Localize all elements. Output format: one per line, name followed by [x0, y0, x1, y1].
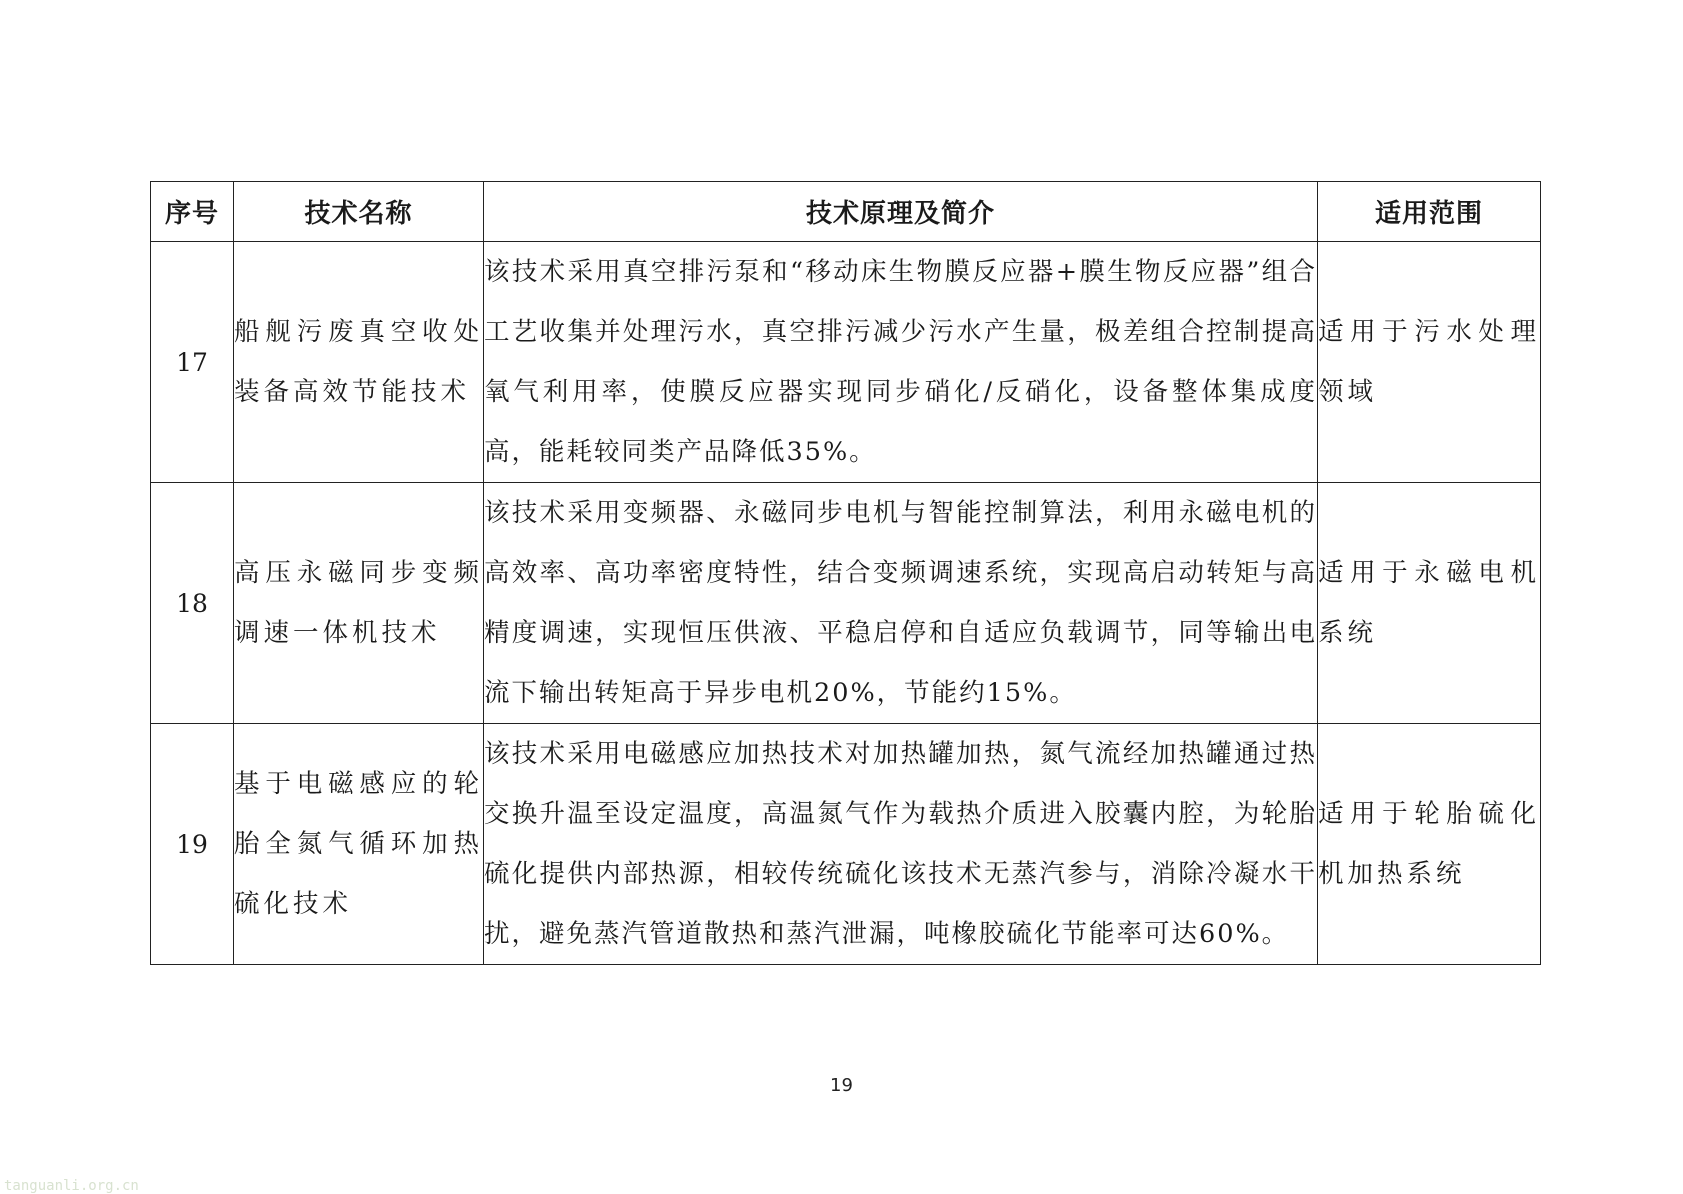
row-scope: 适用于污水处理领域	[1318, 242, 1541, 483]
row-tech-description: 该技术采用变频器、永磁同步电机与智能控制算法，利用永磁电机的高效率、高功率密度特性，结合变频调速系统，实现高启动转矩与高精度调速，实现恒压供液、平稳启停和自适应负载调节，同等输出电流下输出转矩高于异步电机20%，节能约15%。	[484, 483, 1318, 724]
technology-table	[150, 181, 1541, 965]
table-row	[151, 724, 1541, 965]
table-row	[151, 242, 1541, 483]
row-tech-name: 基于电磁感应的轮胎全氮气循环加热硫化技术	[234, 724, 484, 965]
page-number: 19	[830, 1075, 853, 1096]
header-scope: 适用范围	[1318, 182, 1541, 242]
header-serial: 序号	[151, 182, 234, 242]
row-tech-name: 高压永磁同步变频调速一体机技术	[234, 483, 484, 724]
table-header-row	[151, 182, 1541, 242]
watermark-text: tanguanli.org.cn	[4, 1178, 139, 1194]
row-scope: 适用于永磁电机系统	[1318, 483, 1541, 724]
row-tech-name: 船舰污废真空收处装备高效节能技术	[234, 242, 484, 483]
row-tech-description: 该技术采用电磁感应加热技术对加热罐加热，氮气流经加热罐通过热交换升温至设定温度，高温氮气作为载热介质进入胶囊内腔，为轮胎硫化提供内部热源，相较传统硫化该技术无蒸汽参与，消除冷凝水干扰，避免蒸汽管道散热和蒸汽泄漏，吨橡胶硫化节能率可达60%。	[484, 724, 1318, 965]
row-serial: 17	[151, 242, 234, 483]
header-tech-description: 技术原理及简介	[484, 182, 1318, 242]
header-tech-name: 技术名称	[234, 182, 484, 242]
row-tech-description: 该技术采用真空排污泵和“移动床生物膜反应器+膜生物反应器”组合工艺收集并处理污水，真空排污减少污水产生量，极差组合控制提高氧气利用率，使膜反应器实现同步硝化/反硝化，设备整体集成度高，能耗较同类产品降低35%。	[484, 242, 1318, 483]
row-serial: 18	[151, 483, 234, 724]
table-row	[151, 483, 1541, 724]
row-scope: 适用于轮胎硫化机加热系统	[1318, 724, 1541, 965]
row-serial: 19	[151, 724, 234, 965]
